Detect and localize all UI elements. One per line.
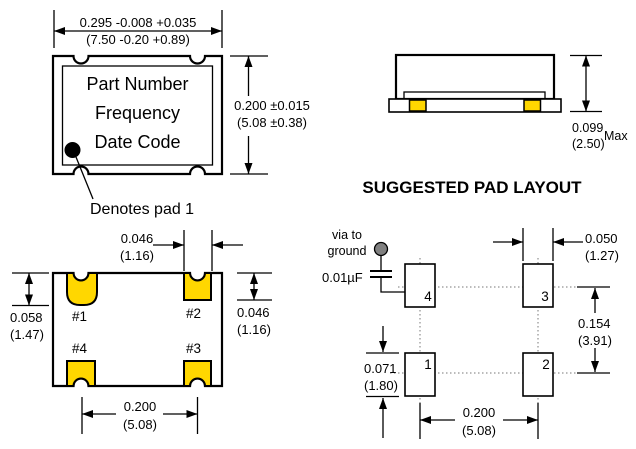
column-pitch-dimension [420, 403, 538, 439]
height-dimension [230, 56, 310, 174]
pad-pitch-inches: 0.200 [123, 399, 157, 414]
pad1-dot-icon [65, 142, 81, 158]
layout-pad-height-inches: 0.071 [364, 361, 397, 376]
max-height-dimension [570, 56, 628, 152]
marking-date-code: Date Code [94, 132, 181, 152]
layout-pad-2-label: 2 [542, 357, 550, 372]
pad-1-shape [67, 273, 97, 305]
pad-pitch-dimension [82, 397, 198, 434]
top-view [53, 10, 310, 218]
pad-width-inches: 0.046 [120, 231, 154, 246]
pad-length-inches: 0.046 [237, 305, 270, 320]
pad-width-dimension [120, 230, 243, 271]
pad1-note: Denotes pad 1 [90, 201, 195, 218]
marking-part-number: Part Number [86, 74, 189, 94]
layout-pad-4-label: 4 [424, 289, 432, 304]
row-pitch-mm: (3.91) [578, 333, 612, 348]
layout-pad-height-dimension [364, 326, 399, 438]
width-dim-inches: 0.295 -0.008 +0.035 [79, 15, 197, 30]
layout-pad-3-label: 3 [541, 289, 549, 304]
pad-4-label: #4 [72, 341, 88, 356]
layout-pad-height-mm: (1.80) [364, 378, 398, 393]
bottom-view [10, 230, 272, 434]
pad-1-label: #1 [72, 309, 88, 324]
pad-layout-title: SUGGESTED PAD LAYOUT [362, 178, 582, 197]
layout-pad-width-mm: (1.27) [585, 248, 619, 263]
row-pitch-inches: 0.154 [578, 316, 611, 331]
max-qualifier: Max [604, 129, 628, 143]
layout-pad-width-inches: 0.050 [585, 231, 618, 246]
pad-width-mm: (1.16) [120, 248, 154, 263]
pad-4-shape [67, 361, 95, 386]
layout-pad-1-label: 1 [424, 357, 432, 372]
layout-pad-width-dimension [493, 228, 619, 263]
pad-2-shape [184, 273, 211, 300]
pad1-length-mm: (1.47) [10, 327, 44, 342]
row-pitch-dimension [577, 287, 612, 373]
pad-2-label: #2 [186, 306, 202, 321]
via-note-line2: ground [327, 244, 367, 258]
max-height-mm: (2.50) [572, 137, 605, 151]
via-note-line1: via to [332, 228, 362, 242]
max-height-inches: 0.099 [572, 121, 604, 135]
pad1-length-inches: 0.058 [10, 310, 43, 325]
width-dim-mm: (7.50 -0.20 +0.89) [86, 32, 190, 47]
marking-frequency: Frequency [94, 103, 181, 123]
column-pitch-inches: 0.200 [462, 405, 496, 420]
height-dim-inches: 0.200 ±0.015 [234, 98, 310, 113]
width-dimension [54, 10, 222, 48]
pad1-length-dimension [10, 273, 49, 342]
via-icon [375, 243, 388, 256]
side-view [389, 55, 628, 151]
solder-pad-left [410, 100, 427, 111]
capacitor-value: 0.01µF [322, 270, 363, 285]
height-dim-mm: (5.08 ±0.38) [236, 115, 308, 130]
pad-3-shape [184, 361, 211, 386]
pad-3-label: #3 [186, 341, 202, 356]
pad-layout-view [322, 228, 619, 439]
pad-length-dimension [237, 273, 272, 337]
wire-cap-to-pad4 [381, 277, 405, 292]
pad-pitch-mm: (5.08) [123, 417, 157, 432]
pad-length-mm: (1.16) [237, 322, 271, 337]
bypass-capacitor-circuit [322, 228, 405, 292]
column-pitch-mm: (5.08) [462, 423, 496, 438]
solder-pad-right [524, 100, 541, 111]
